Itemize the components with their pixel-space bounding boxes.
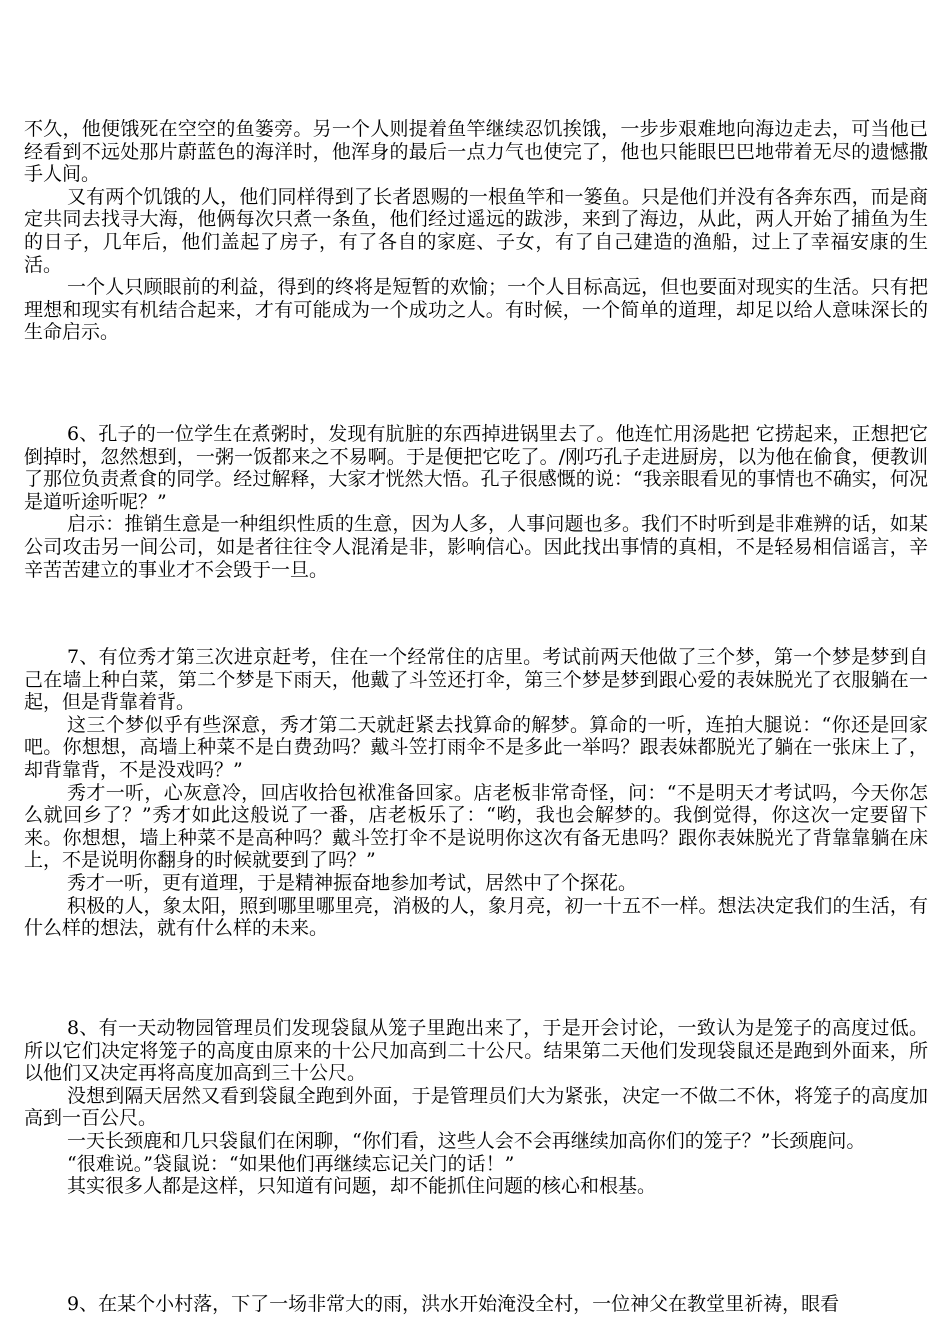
story-8 [24, 1017, 928, 1198]
paragraph: 8、有一天动物园管理员们发现袋鼠从笼子里跑出来了，于是开会讨论，一致认为是笼子的高度过低。所以它们决定将笼子的高度由原来的十公尺加高到二十公尺。结果第二天他们发现袋鼠还是跑到外面来，所以他们又决定再将高度加高到三十公尺。 [24, 1017, 928, 1085]
paragraph: “很难说。”袋鼠说：“如果他们再继续忘记关门的话！” [67, 1152, 515, 1175]
paragraph: 秀才一听，更有道理，于是精神振奋地参加考试，居然中了个探花。 [67, 871, 638, 894]
paragraph: 秀才一听，心灰意冷，回店收拾包袱准备回家。店老板非常奇怪，问：“不是明天才考试吗，今天你怎么就回乡了？”秀才如此这般说了一番，店老板乐了：“哟，我也会解梦的。我倒觉得，你这次一定要留下来。你想想，墙上种菜不是高种吗？戴斗笠打伞不是说明你这次有备无患吗？跟你表妹脱光了背靠靠躺在床上，不是说明你翻身的时候就要到了吗？” [24, 781, 928, 872]
paragraph: 启示：推销生意是一种组织性质的生意，因为人多，人事问题也多。我们不时听到是非难辨的话，如某公司攻击另一间公司，如是者往往令人混淆是非，影响信心。因此找出事情的真相，不是轻易相信谣言，辛辛苦苦建立的事业才不会毁于一旦。 [24, 513, 928, 581]
paragraph: 又有两个饥饿的人，他们同样得到了长者恩赐的一根鱼竿和一篓鱼。只是他们并没有各奔东西，而是商定共同去找寻大海，他俩每次只煮一条鱼，他们经过遥远的跋涉，来到了海边，从此，两人开始了捕鱼为生的日子，几年后，他们盖起了房子，有了各自的家庭、子女，有了自己建造的渔船，过上了幸福安康的生活。 [24, 185, 928, 276]
story-5-ending [24, 118, 928, 344]
paragraph: 一个人只顾眼前的利益，得到的终将是短暂的欢愉；一个人目标高远，但也要面对现实的生活。只有把理想和现实有机结合起来，才有可能成为一个成功之人。有时候，一个简单的道理，却足以给人意味深长的生命启示。 [24, 276, 928, 344]
paragraph: 6、孔子的一位学生在煮粥时，发现有肮脏的东西掉进锅里去了。他连忙用汤匙把 它捞起来，正想把它倒掉时，忽然想到，一粥一饭都来之不易啊。于是便把它吃了。/刚巧孔子走进厨房，以为他在偷食，便教训了那位负责煮食的同学。经过解释，大家才恍然大悟。孔子很感慨的说：“我亲眼看见的事情也不确实，何况是道听途听呢？” [24, 423, 928, 513]
story-6 [24, 423, 928, 581]
story-9-beginning [24, 1293, 928, 1316]
paragraph: 积极的人，象太阳，照到哪里哪里亮，消极的人，象月亮，初一十五不一样。想法决定我们的生活，有什么样的想法，就有什么样的未来。 [24, 894, 928, 940]
paragraph: 其实很多人都是这样，只知道有问题，却不能抓住问题的核心和根基。 [67, 1175, 657, 1198]
paragraph: 这三个梦似乎有些深意，秀才第二天就赶紧去找算命的解梦。算命的一听，连拍大腿说：“你还是回家吧。你想想，高墙上种菜不是白费劲吗？戴斗笠打雨伞不是多此一举吗？跟表妹都脱光了躺在一张床上了，却背靠背，不是没戏吗？” [24, 713, 928, 781]
paragraph: 9、在某个小村落，下了一场非常大的雨，洪水开始淹没全村，一位神父在教堂里祈祷，眼看 [67, 1293, 840, 1315]
story-7 [24, 646, 928, 940]
paragraph: 7、有位秀才第三次进京赶考，住在一个经常住的店里。考试前两天他做了三个梦，第一个梦是梦到自己在墙上种白菜，第二个梦是下雨天，他戴了斗笠还打伞，第三个梦是梦到跟心爱的表妹脱光了衣服躺在一起，但是背靠着背。 [24, 646, 928, 714]
paragraph: 没想到隔天居然又看到袋鼠全跑到外面，于是管理员们大为紧张，决定一不做二不休，将笼子的高度加高到一百公尺。 [24, 1084, 928, 1130]
paragraph: 不久，他便饿死在空空的鱼篓旁。另一个人则提着鱼竿继续忍饥挨饿，一步步艰难地向海边走去，可当他已经看到不远处那片蔚蓝色的海洋时，他浑身的最后一点力气也使完了，他也只能眼巴巴地带着无尽的遗憾撒手人间。 [24, 118, 928, 186]
paragraph: 一天长颈鹿和几只袋鼠们在闲聊，“你们看，这些人会不会再继续加高你们的笼子？”长颈鹿问。 [67, 1129, 866, 1152]
